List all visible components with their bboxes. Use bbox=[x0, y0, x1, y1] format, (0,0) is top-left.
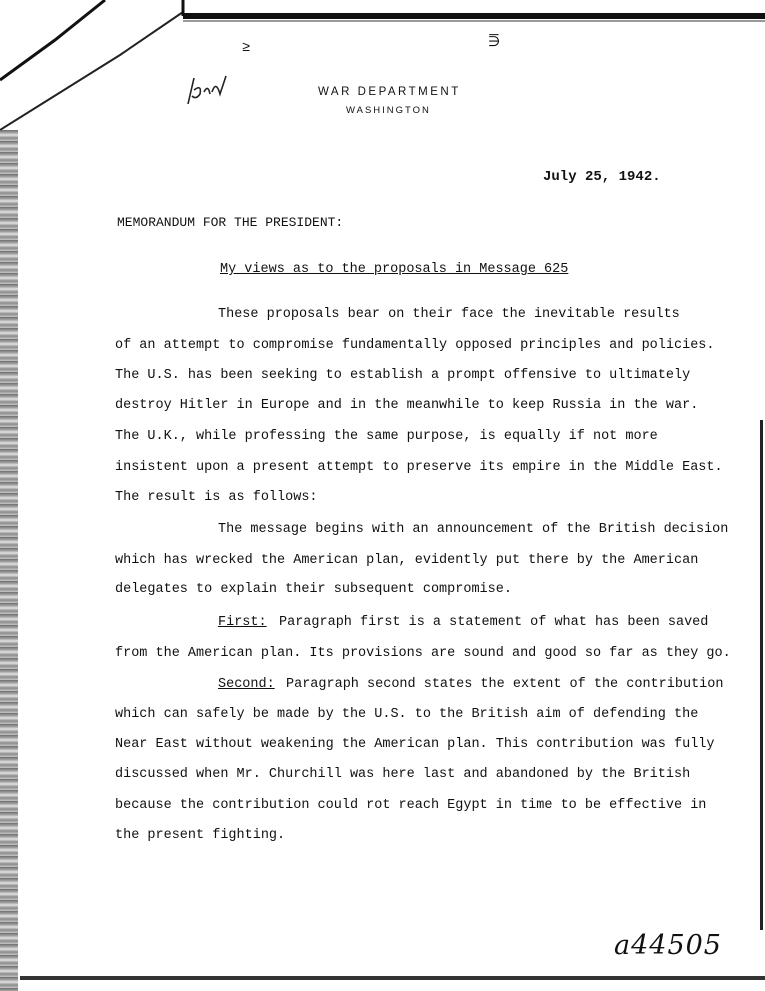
body-line: of an attempt to compromise fundamentally opposed principles and policies. bbox=[115, 338, 715, 353]
body-line: insistent upon a present attempt to preserve its empire in the Middle East. bbox=[115, 460, 723, 475]
scan-top-edge bbox=[183, 13, 765, 19]
body-line: destroy Hitler in Europe and in the meanwhile to keep Russia in the war. bbox=[115, 398, 699, 413]
letterhead-department: WAR DEPARTMENT bbox=[318, 86, 461, 98]
body-line: which can safely be made by the U.S. to the British aim of defending the bbox=[115, 707, 699, 722]
memo-subject: My views as to the proposals in Message 625 bbox=[220, 262, 569, 277]
scan-bottom-edge bbox=[20, 976, 765, 980]
ink-mark: ⋽ bbox=[488, 35, 501, 51]
memo-addressee: MEMORANDUM FOR THE PRESIDENT: bbox=[117, 215, 344, 230]
first-label: First: bbox=[218, 615, 267, 630]
body-line: These proposals bear on their face the inevitable results bbox=[218, 307, 680, 322]
body-line: the present fighting. bbox=[115, 828, 286, 843]
body-line: Near East without weakening the American plan. This contribution was fully bbox=[115, 737, 715, 752]
archive-number: a44505 bbox=[614, 930, 722, 961]
scan-top-edge-shadow bbox=[183, 20, 765, 22]
body-line: which has wrecked the American plan, evidently put there by the American bbox=[115, 553, 699, 568]
body-line: The U.S. has been seeking to establish a prompt offensive to ultimately bbox=[115, 368, 691, 383]
body-line: discussed when Mr. Churchill was here last and abandoned by the British bbox=[115, 767, 691, 782]
ink-mark: ≥ bbox=[242, 40, 251, 56]
body-line: The message begins with an announcement of the British decision bbox=[218, 522, 729, 537]
body-line: The U.K., while professing the same purpose, is equally if not more bbox=[115, 429, 658, 444]
scan-left-edge bbox=[0, 130, 18, 991]
handwritten-initials bbox=[180, 70, 240, 110]
body-line: from the American plan. Its provisions are sound and good so far as they go. bbox=[115, 646, 731, 661]
folded-corner-mark bbox=[0, 0, 200, 140]
scan-right-edge bbox=[760, 420, 763, 930]
memo-date: July 25, 1942. bbox=[543, 169, 661, 185]
letterhead-city: WASHINGTON bbox=[346, 105, 431, 116]
body-line: The result is as follows: bbox=[115, 490, 318, 505]
body-line: Paragraph first is a statement of what has been saved bbox=[279, 615, 709, 630]
body-line: because the contribution could rot reach Egypt in time to be effective in bbox=[115, 798, 707, 813]
second-label: Second: bbox=[218, 677, 275, 692]
body-line: Paragraph second states the extent of the contribution bbox=[286, 677, 724, 692]
body-line: delegates to explain their subsequent compromise. bbox=[115, 582, 512, 597]
